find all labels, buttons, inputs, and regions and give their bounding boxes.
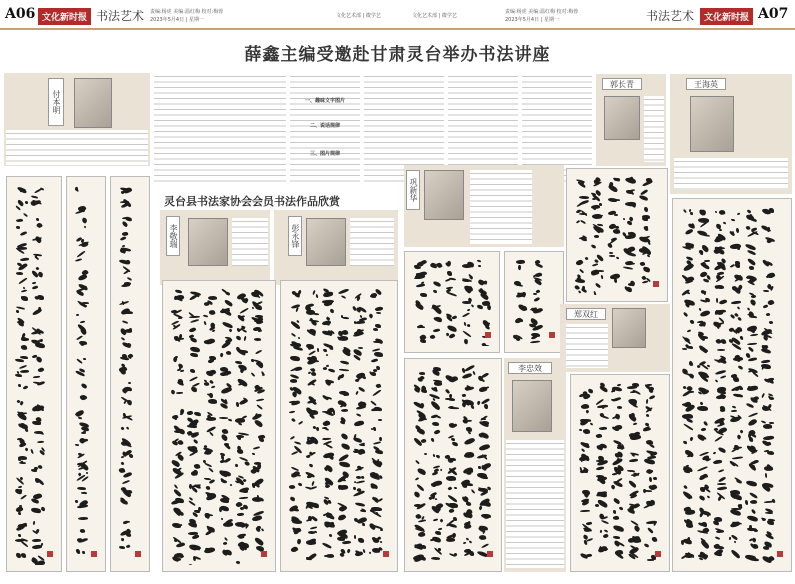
editor-info-right: 责编:杨虎 美编:温红梅 校对:梅蓉 <box>505 9 579 15</box>
artist-name-wang: 王海英 <box>686 78 726 90</box>
artist-photo-wang <box>690 96 734 152</box>
artist-name-li: 李敬瑞 <box>166 216 180 256</box>
article-subhead-2: 二、说话规律 <box>309 123 340 129</box>
calligraphy-work-li <box>162 280 276 572</box>
artist-photo-zheng <box>612 308 646 348</box>
calligraphy-strokes <box>73 183 99 565</box>
article-col-1 <box>154 73 286 185</box>
artist-photo-fu <box>74 78 112 128</box>
artist-bio-fu <box>6 130 148 165</box>
page-number-left: A06 <box>5 6 36 22</box>
section-title-right: 书法艺术 <box>646 9 695 23</box>
calligraphy-strokes <box>573 175 661 295</box>
newspaper-logo-right: 文化新时报 <box>700 8 753 25</box>
artist-name-guo: 郭长青 <box>602 78 642 90</box>
artist-name-fu: 付本明 <box>48 78 64 126</box>
artist-photo-lizhong <box>512 380 552 432</box>
calligraphy-strokes <box>577 381 663 565</box>
artist-bio-li <box>232 218 268 266</box>
section-title-left: 书法艺术 <box>96 9 145 23</box>
date-right: 2023年5月4日 | 星期一 <box>505 17 559 23</box>
calligraphy-strokes <box>411 365 495 565</box>
gallery-title: 灵台县书法家协会会员书法作品欣赏 <box>164 195 340 208</box>
artist-bio-peng <box>350 218 394 266</box>
artist-name-peng: 彭永锋 <box>288 216 302 256</box>
artist-name-gong: 巩新华 <box>406 170 420 210</box>
calligraphy-work-fu-2 <box>66 176 106 572</box>
calligraphy-strokes <box>411 258 493 346</box>
newspaper-logo-left: 文化新时报 <box>38 8 91 25</box>
artist-bio-gong <box>470 170 532 244</box>
date-left: 2023年5月4日 | 星期一 <box>150 17 204 23</box>
calligraphy-work-fu-3 <box>110 176 150 572</box>
calligraphy-strokes <box>169 287 269 565</box>
article-subhead-3: 三、图片规律 <box>309 151 340 157</box>
calligraphy-work-fu-1 <box>6 176 62 572</box>
artist-photo-li <box>188 218 228 266</box>
article-subhead-1: 一、趣味文字图片 <box>304 98 345 104</box>
center-info-right: 文化艺术部 | 微学艺 <box>412 13 457 19</box>
page-number-right: A07 <box>758 6 789 22</box>
center-info-left: 文化艺术部 | 微学艺 <box>336 13 381 19</box>
calligraphy-work-gong-small <box>404 251 500 353</box>
calligraphy-strokes <box>13 183 55 565</box>
calligraphy-strokes <box>679 205 785 565</box>
artist-photo-peng <box>306 218 346 266</box>
artist-bio-zheng <box>566 324 608 368</box>
main-headline: 薛鑫主编受邀赴甘肃灵台举办书法讲座 <box>244 45 551 65</box>
calligraphy-work-lizhong <box>404 358 502 572</box>
artist-name-zheng: 郑双红 <box>566 308 606 320</box>
artist-photo-gong <box>424 170 464 220</box>
calligraphy-work-zheng <box>570 374 670 572</box>
artist-name-lizhong: 李忠效 <box>508 362 552 374</box>
calligraphy-strokes <box>511 258 557 346</box>
calligraphy-work-wang <box>672 198 792 572</box>
artist-photo-guo <box>604 96 640 140</box>
calligraphy-work-peng <box>280 280 398 572</box>
calligraphy-strokes <box>287 287 391 565</box>
artist-bio-lizhong <box>506 440 564 568</box>
calligraphy-work-guo <box>566 168 668 302</box>
article-col-2 <box>290 73 360 185</box>
calligraphy-work-gong <box>504 251 564 353</box>
artist-bio-guo <box>644 96 664 162</box>
artist-bio-wang <box>674 158 788 190</box>
calligraphy-strokes <box>117 183 143 565</box>
editor-info-left: 责编:杨虎 美编:温红梅 校对:梅蓉 <box>150 9 224 15</box>
